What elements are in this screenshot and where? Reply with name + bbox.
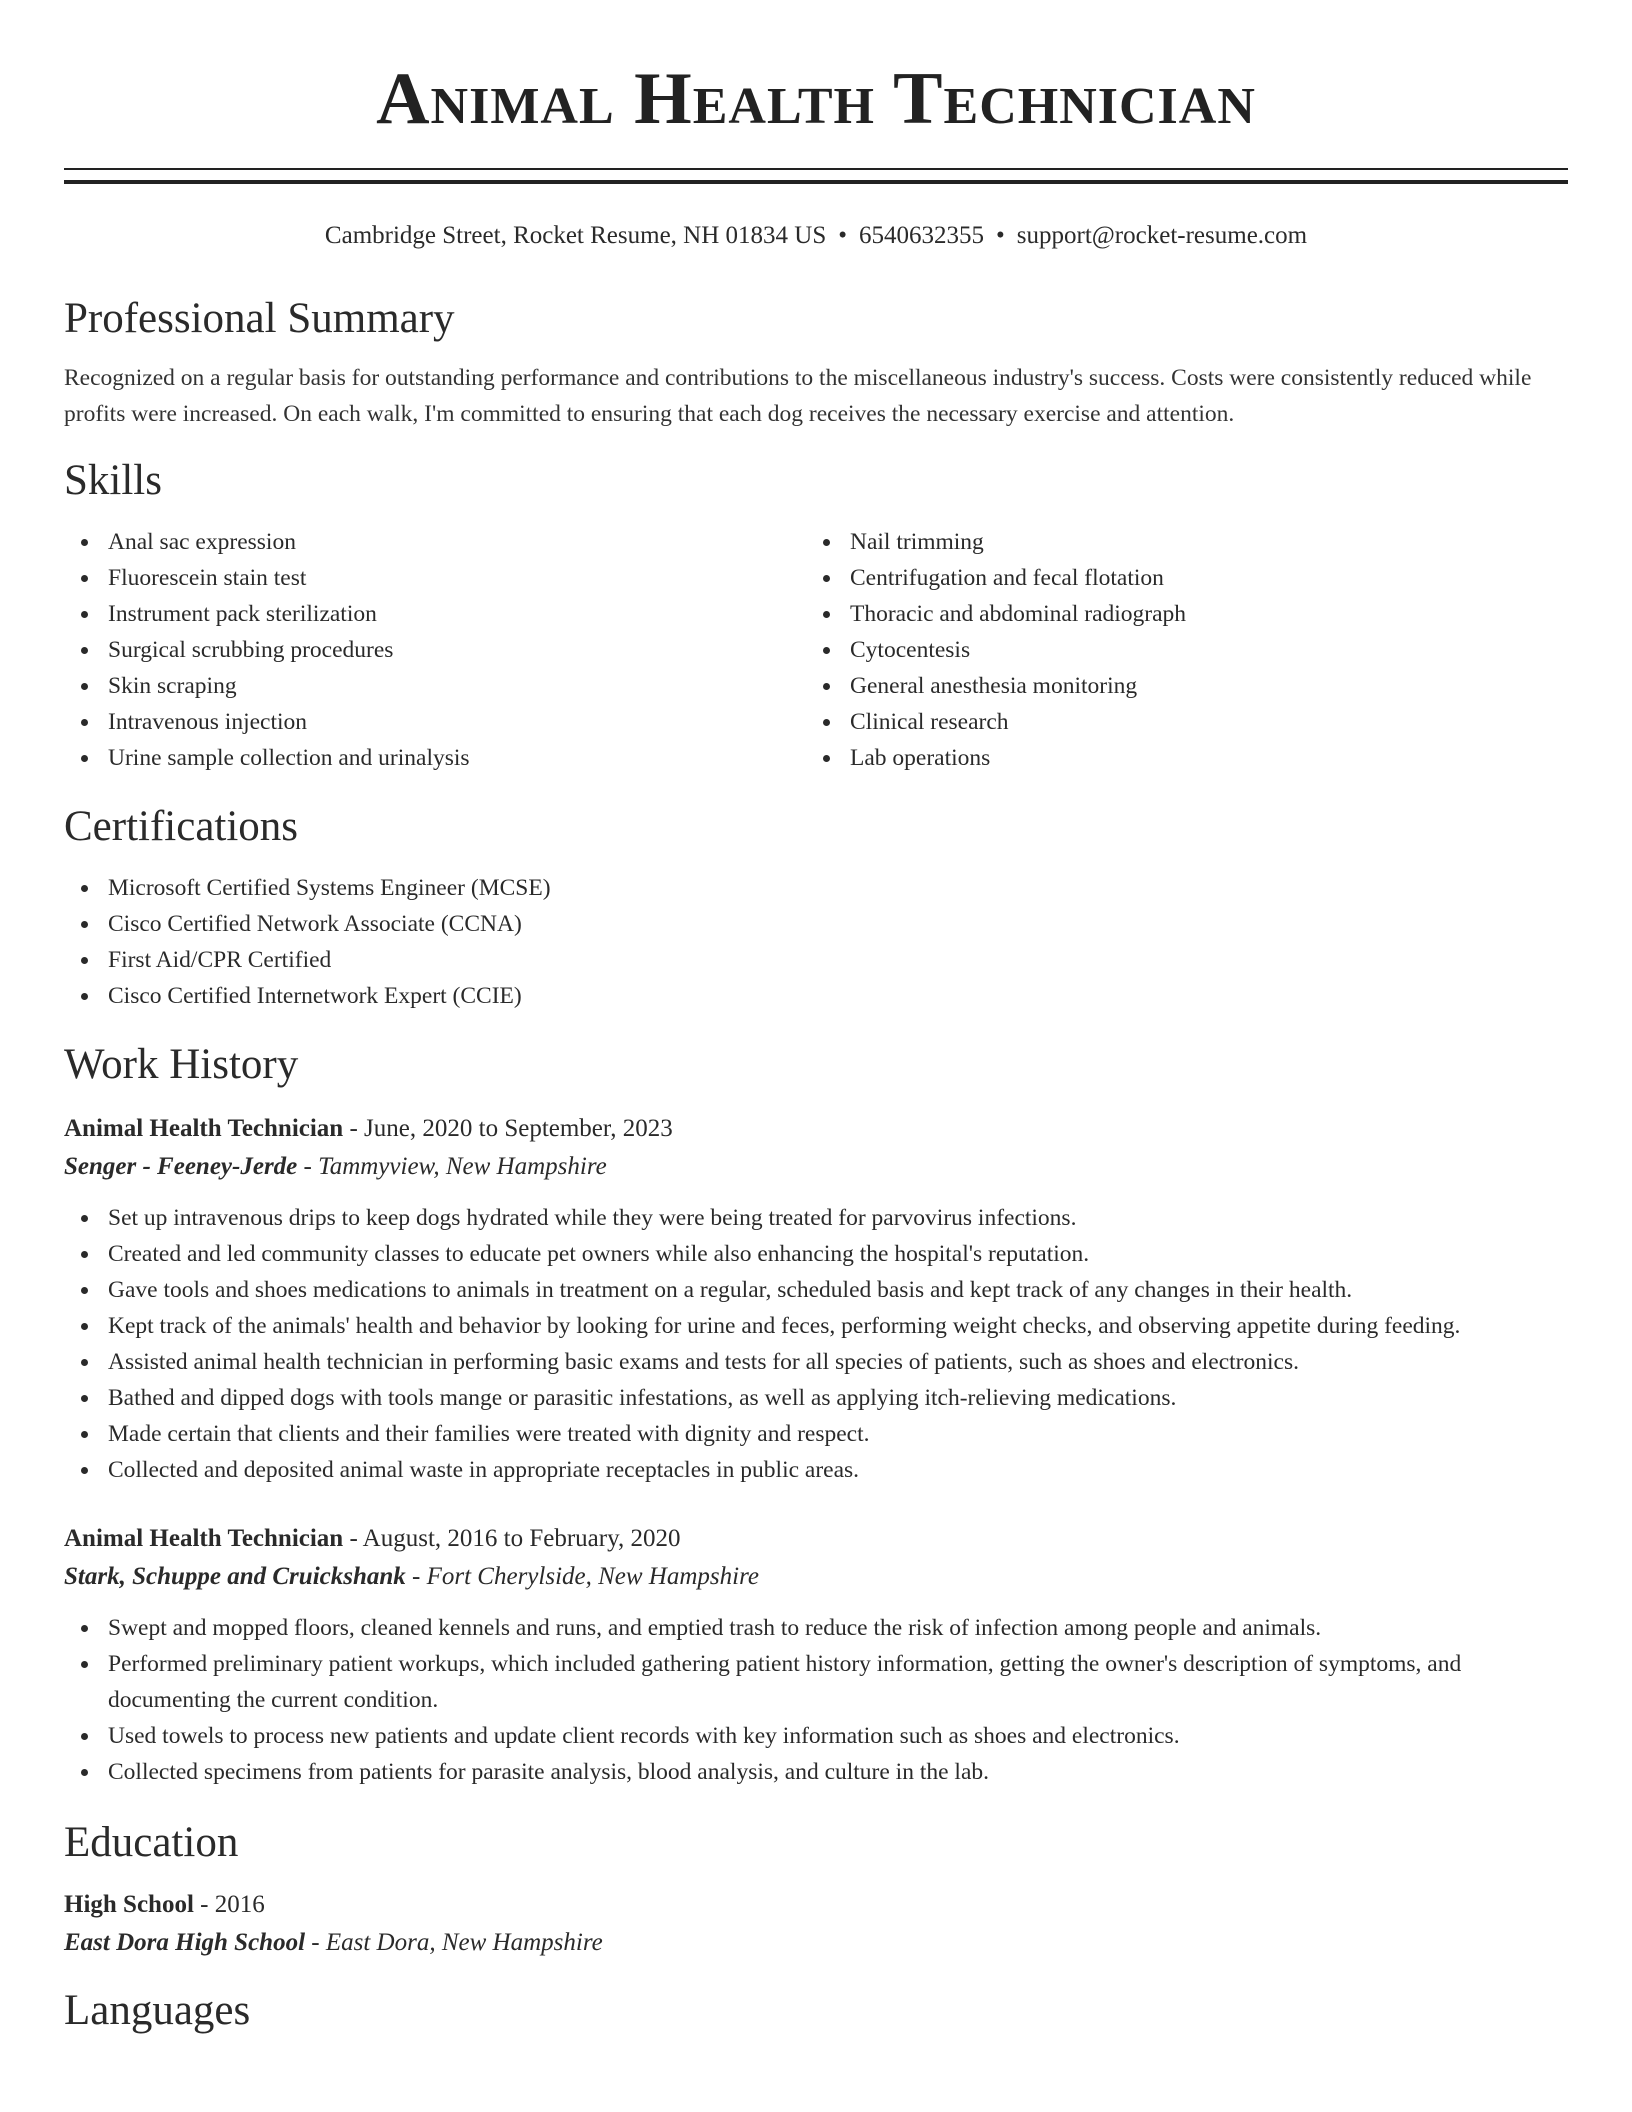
title-double-rule — [64, 168, 1568, 184]
skill-item: Lab operations — [806, 740, 1548, 776]
duty-item: Collected specimens from patients for parasite analysis, blood analysis, and culture in the lab. — [64, 1754, 1568, 1790]
skill-item: Instrument pack sterilization — [64, 596, 806, 632]
job-location: - Fort Cherylside, New Hampshire — [412, 1563, 759, 1590]
skill-item: Fluorescein stain test — [64, 560, 806, 596]
skill-item: Thoracic and abdominal radiograph — [806, 596, 1548, 632]
skill-item: Anal sac expression — [64, 524, 806, 560]
skill-item: Centrifugation and fecal flotation — [806, 560, 1548, 596]
education-heading — [64, 1886, 1568, 1924]
duty-item: Made certain that clients and their families were treated with dignity and respect. — [64, 1416, 1568, 1452]
job-dates: - June, 2020 to September, 2023 — [349, 1115, 673, 1142]
duty-item: Set up intravenous drips to keep dogs hydrated while they were being treated for parvovirus infections. — [64, 1200, 1568, 1236]
certifications-list — [64, 870, 1568, 1014]
duty-item: Kept track of the animals' health and behavior by looking for urine and feces, performing weight checks, and observing appetite during feeding. — [64, 1308, 1568, 1344]
education-year: - 2016 — [200, 1891, 265, 1918]
section-title-languages: Languages — [64, 1987, 251, 2034]
job-duties-list — [64, 1200, 1568, 1488]
section-title-skills: Skills — [64, 457, 162, 504]
job-duties-list — [64, 1610, 1568, 1790]
education-location: - East Dora, New Hampshire — [311, 1929, 603, 1956]
section-title-certifications: Certifications — [64, 803, 299, 850]
job-dates: - August, 2016 to February, 2020 — [349, 1525, 681, 1552]
contact-separator: • — [838, 222, 848, 249]
contact-address: Cambridge Street, Rocket Resume, NH 01834 US — [324, 222, 827, 249]
duty-item: Performed preliminary patient workups, which included gathering patient history information, getting the owner's description of symptoms, and documenting the current condition. — [64, 1646, 1568, 1718]
job-company: Stark, Schuppe and Cruickshank — [64, 1563, 406, 1590]
job-company: Senger - Feeney-Jerde — [64, 1153, 298, 1180]
duty-item: Assisted animal health technician in performing basic exams and tests for all species of patients, such as shoes and electronics. — [64, 1344, 1568, 1380]
resume-title: Animal Health Technician — [376, 58, 1256, 140]
contact-line — [64, 220, 1568, 252]
job-heading — [64, 1110, 1568, 1148]
duty-item: Collected and deposited animal waste in appropriate receptacles in public areas. — [64, 1452, 1568, 1488]
duty-item: Bathed and dipped dogs with tools mange or parasitic infestations, as well as applying itch-relieving medications. — [64, 1380, 1568, 1416]
education-degree: High School — [64, 1891, 194, 1918]
section-title-summary: Professional Summary — [64, 295, 455, 342]
skills-list-right — [806, 524, 1548, 776]
certification-item: Microsoft Certified Systems Engineer (MCSE) — [64, 870, 1568, 906]
job-employer — [64, 1558, 1568, 1596]
skills-columns — [64, 524, 1568, 776]
skills-list-left — [64, 524, 806, 776]
job-location: - Tammyview, New Hampshire — [303, 1153, 607, 1180]
certification-item: First Aid/CPR Certified — [64, 942, 1568, 978]
education-institution — [64, 1924, 1568, 1962]
job-role: Animal Health Technician — [64, 1115, 344, 1142]
skill-item: Cytocentesis — [806, 632, 1548, 668]
resume-page — [64, 0, 1568, 2036]
job-entry — [64, 1520, 1568, 1790]
skill-item: Surgical scrubbing procedures — [64, 632, 806, 668]
duty-item: Used towels to process new patients and update client records with key information such as shoes and electronics. — [64, 1718, 1568, 1754]
skill-item: Intravenous injection — [64, 704, 806, 740]
contact-email: support@rocket-resume.com — [1016, 222, 1308, 249]
duty-item: Created and led community classes to educate pet owners while also enhancing the hospital's reputation. — [64, 1236, 1568, 1272]
contact-separator: • — [996, 222, 1005, 249]
skill-item: Urine sample collection and urinalysis — [64, 740, 806, 776]
section-title-education: Education — [64, 1819, 239, 1866]
certification-item: Cisco Certified Internetwork Expert (CCIE) — [64, 978, 1568, 1014]
contact-phone: 6540632355 — [859, 222, 985, 249]
job-entry — [64, 1110, 1568, 1488]
summary-text: Recognized on a regular basis for outstanding performance and contributions to the miscellaneous industry's success. Costs were consistently reduced while profits were increased. On each walk, I'm committed to ensuring that each dog receives the necessary exercise and attention. — [64, 365, 1532, 427]
job-role: Animal Health Technician — [64, 1525, 344, 1552]
education-school: East Dora High School — [64, 1929, 306, 1956]
skill-item: General anesthesia monitoring — [806, 668, 1548, 704]
certification-item: Cisco Certified Network Associate (CCNA) — [64, 906, 1568, 942]
duty-item: Swept and mopped floors, cleaned kennels and runs, and emptied trash to reduce the risk of infection among people and animals. — [64, 1610, 1568, 1646]
section-title-work-history: Work History — [64, 1041, 299, 1088]
skill-item: Clinical research — [806, 704, 1548, 740]
job-heading — [64, 1520, 1568, 1558]
job-employer — [64, 1148, 1568, 1186]
skill-item: Nail trimming — [806, 524, 1548, 560]
skill-item: Skin scraping — [64, 668, 806, 704]
duty-item: Gave tools and shoes medications to animals in treatment on a regular, scheduled basis and kept track of any changes in their health. — [64, 1272, 1568, 1308]
